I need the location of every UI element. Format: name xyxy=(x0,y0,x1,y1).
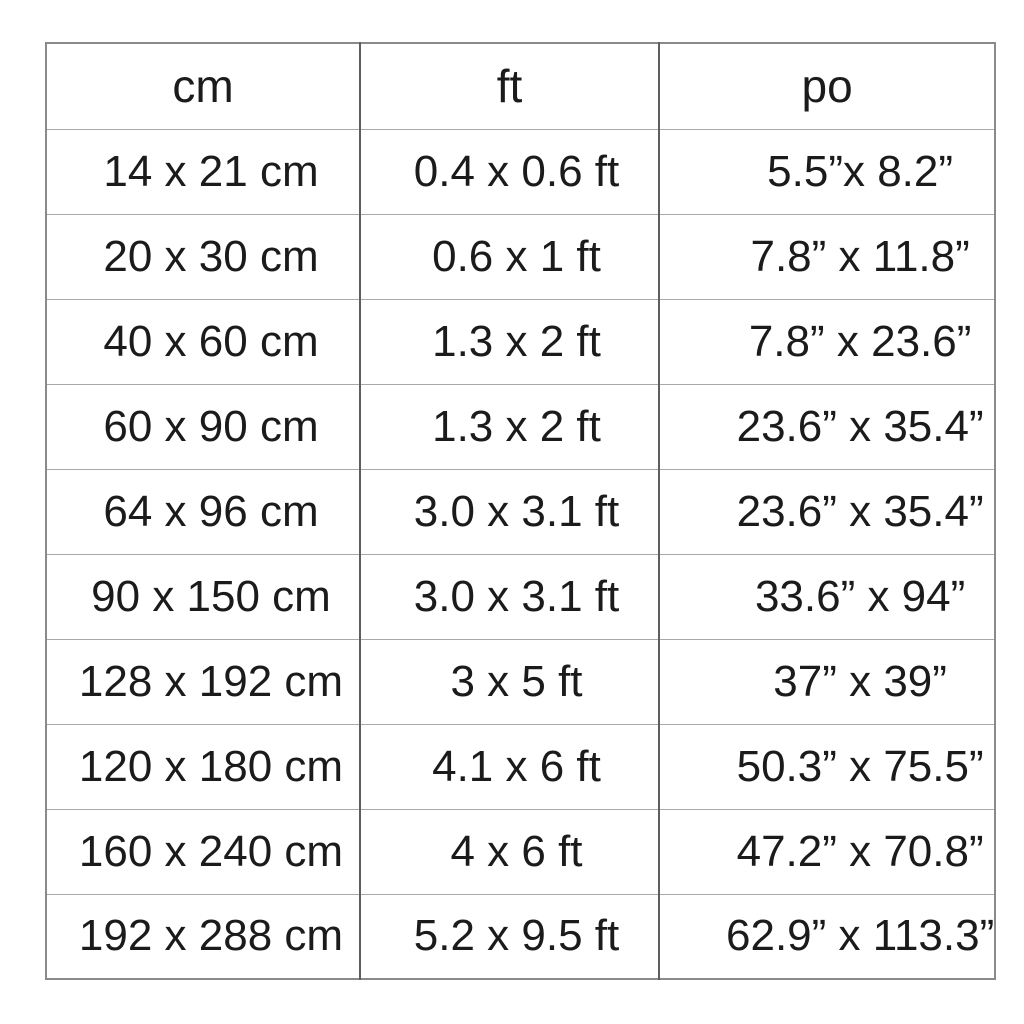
cell-ft: 3 x 5 ft xyxy=(360,639,659,724)
table-row xyxy=(46,639,995,724)
cell-po: 5.5”x 8.2” xyxy=(659,129,995,214)
cell-po: 50.3” x 75.5” xyxy=(659,724,995,809)
cell-po: 7.8” x 11.8” xyxy=(659,214,995,299)
cell-po: 62.9” x 113.3” xyxy=(659,894,995,979)
cell-po: 7.8” x 23.6” xyxy=(659,299,995,384)
table-row xyxy=(46,384,995,469)
cell-ft: 3.0 x 3.1 ft xyxy=(360,469,659,554)
column-header-po: po xyxy=(659,43,995,129)
cell-po: 23.6” x 35.4” xyxy=(659,469,995,554)
cell-ft: 3.0 x 3.1 ft xyxy=(360,554,659,639)
cell-cm: 90 x 150 cm xyxy=(46,554,360,639)
table-row xyxy=(46,894,995,979)
cell-ft: 4 x 6 ft xyxy=(360,809,659,894)
cell-cm: 60 x 90 cm xyxy=(46,384,360,469)
column-header-cm: cm xyxy=(46,43,360,129)
cell-ft: 4.1 x 6 ft xyxy=(360,724,659,809)
header-row xyxy=(46,43,995,129)
cell-ft: 0.4 x 0.6 ft xyxy=(360,129,659,214)
table-row xyxy=(46,469,995,554)
column-header-ft: ft xyxy=(360,43,659,129)
cell-cm: 40 x 60 cm xyxy=(46,299,360,384)
table-row xyxy=(46,809,995,894)
table-row xyxy=(46,554,995,639)
table-row xyxy=(46,724,995,809)
size-conversion-table xyxy=(45,42,996,980)
cell-po: 23.6” x 35.4” xyxy=(659,384,995,469)
cell-cm: 64 x 96 cm xyxy=(46,469,360,554)
cell-ft: 1.3 x 2 ft xyxy=(360,299,659,384)
cell-cm: 20 x 30 cm xyxy=(46,214,360,299)
cell-po: 33.6” x 94” xyxy=(659,554,995,639)
cell-po: 37” x 39” xyxy=(659,639,995,724)
cell-ft: 1.3 x 2 ft xyxy=(360,384,659,469)
table-row xyxy=(46,214,995,299)
cell-cm: 128 x 192 cm xyxy=(46,639,360,724)
cell-cm: 14 x 21 cm xyxy=(46,129,360,214)
table-row xyxy=(46,129,995,214)
cell-ft: 0.6 x 1 ft xyxy=(360,214,659,299)
cell-cm: 120 x 180 cm xyxy=(46,724,360,809)
cell-cm: 160 x 240 cm xyxy=(46,809,360,894)
cell-ft: 5.2 x 9.5 ft xyxy=(360,894,659,979)
table-row xyxy=(46,299,995,384)
cell-po: 47.2” x 70.8” xyxy=(659,809,995,894)
cell-cm: 192 x 288 cm xyxy=(46,894,360,979)
